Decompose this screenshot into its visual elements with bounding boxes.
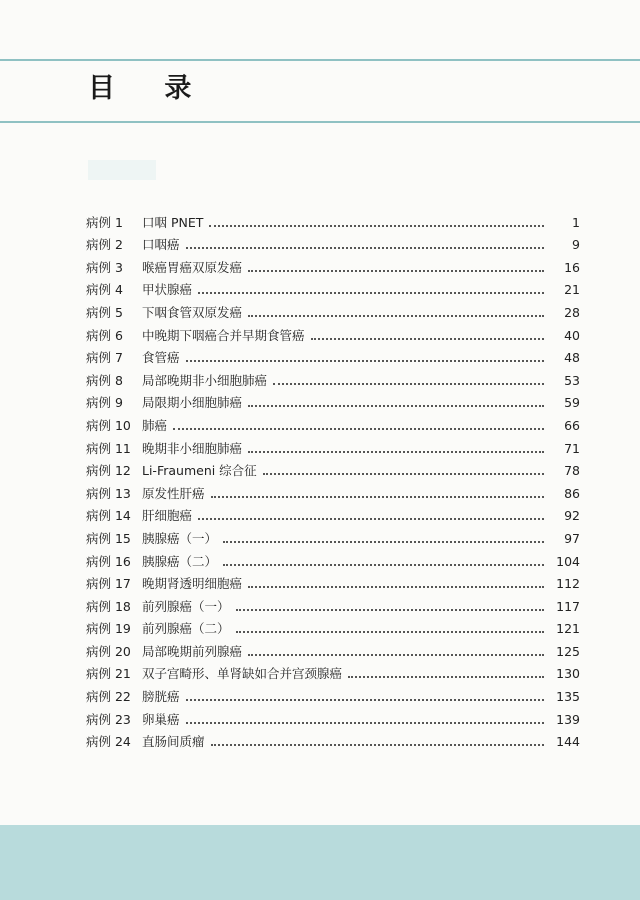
toc-leader-dots <box>186 247 544 249</box>
toc-case-title: 食管癌 <box>142 350 180 366</box>
toc-page-number: 86 <box>564 485 580 501</box>
toc-leader-dots <box>223 541 544 543</box>
toc-leader-dots <box>211 744 544 746</box>
toc-leader-dots <box>173 428 544 430</box>
toc-page-number: 130 <box>556 666 580 682</box>
toc-case-number: 病例 2 <box>86 237 123 253</box>
toc-leader-dots <box>198 292 544 294</box>
toc-case-title: 口咽癌 <box>142 237 180 253</box>
toc-case-title: 前列腺癌（一） <box>142 598 230 614</box>
toc-entry[interactable] <box>86 208 580 231</box>
toc-case-number: 病例 13 <box>86 485 131 501</box>
toc-entry[interactable] <box>86 547 580 570</box>
toc-page-number: 139 <box>556 711 580 727</box>
toc-leader-dots <box>348 676 544 678</box>
toc-page-number: 9 <box>572 237 580 253</box>
toc-case-title: 下咽食管双原发癌 <box>142 304 243 320</box>
toc-case-number: 病例 14 <box>86 508 131 524</box>
toc-leader-dots <box>248 315 544 317</box>
toc-page-number: 48 <box>564 350 580 366</box>
toc-case-number: 病例 7 <box>86 350 123 366</box>
toc-leader-dots <box>186 722 544 724</box>
toc-entry[interactable] <box>86 637 580 660</box>
toc-case-number: 病例 10 <box>86 417 131 433</box>
toc-page-number: 59 <box>564 395 580 411</box>
toc-page-number: 66 <box>564 417 580 433</box>
toc-leader-dots <box>248 586 544 588</box>
toc-entry[interactable] <box>86 705 580 728</box>
toc-leader-dots <box>248 405 544 407</box>
toc-case-title: 肝细胞癌 <box>142 508 193 524</box>
toc-page-number: 104 <box>556 553 580 569</box>
toc-case-title: 胰腺癌（二） <box>142 553 218 569</box>
toc-case-title: Li-Fraumeni 综合征 <box>142 463 257 479</box>
toc-case-title: 中晚期下咽癌合并早期食管癌 <box>142 327 305 343</box>
toc-case-number: 病例 6 <box>86 327 123 343</box>
toc-case-number: 病例 22 <box>86 689 131 705</box>
toc-case-title: 胰腺癌（一） <box>142 530 218 546</box>
toc-leader-dots <box>236 609 544 611</box>
toc-case-title: 局部晚期非小细胞肺癌 <box>142 372 268 388</box>
toc-entry[interactable] <box>86 615 580 638</box>
toc-case-number: 病例 24 <box>86 734 131 750</box>
toc-leader-dots <box>248 270 544 272</box>
toc-case-title: 原发性肝癌 <box>142 485 205 501</box>
page-title: 目 录 <box>88 73 212 104</box>
toc-case-number: 病例 18 <box>86 598 131 614</box>
toc-case-number: 病例 15 <box>86 530 131 546</box>
toc-entry[interactable] <box>86 502 580 525</box>
toc-case-number: 病例 20 <box>86 643 131 659</box>
toc-entry[interactable] <box>86 434 580 457</box>
toc-entry[interactable] <box>86 592 580 615</box>
toc-case-title: 局部晚期前列腺癌 <box>142 643 243 659</box>
toc-page-number: 97 <box>564 530 580 546</box>
toc-case-title: 口咽 PNET <box>142 214 204 230</box>
toc-leader-dots <box>311 338 544 340</box>
toc-page-number: 1 <box>572 214 580 230</box>
toc-case-title: 卵巢癌 <box>142 711 180 727</box>
toc-entry[interactable] <box>86 457 580 480</box>
toc-entry[interactable] <box>86 344 580 367</box>
toc-case-number: 病例 11 <box>86 440 131 456</box>
toc-case-number: 病例 21 <box>86 666 131 682</box>
toc-case-title: 膀胱癌 <box>142 689 180 705</box>
toc-entry[interactable] <box>86 524 580 547</box>
toc-entry[interactable] <box>86 682 580 705</box>
toc-case-title: 局限期小细胞肺癌 <box>142 395 243 411</box>
toc-entry[interactable] <box>86 389 580 412</box>
toc-case-number: 病例 23 <box>86 711 131 727</box>
toc-case-title: 喉癌胃癌双原发癌 <box>142 259 243 275</box>
toc-leader-dots <box>223 564 544 566</box>
toc-case-title: 甲状腺癌 <box>142 282 193 298</box>
toc-page-number: 16 <box>564 259 580 275</box>
toc-leader-dots <box>236 631 544 633</box>
toc-case-number: 病例 3 <box>86 259 123 275</box>
header-bottom-rule <box>0 121 640 123</box>
toc-page-number: 40 <box>564 327 580 343</box>
toc-page-number: 121 <box>556 621 580 637</box>
toc-case-number: 病例 4 <box>86 282 123 298</box>
toc-entry[interactable] <box>86 321 580 344</box>
toc-entry[interactable] <box>86 570 580 593</box>
toc-case-number: 病例 9 <box>86 395 123 411</box>
toc-entry[interactable] <box>86 728 580 751</box>
toc-page-number: 28 <box>564 304 580 320</box>
toc-case-title: 双子宫畸形、单肾缺如合并宫颈腺癌 <box>142 666 343 682</box>
toc-leader-dots <box>186 699 544 701</box>
toc-entry[interactable] <box>86 253 580 276</box>
footer-gap <box>0 815 640 825</box>
toc-entry[interactable] <box>86 276 580 299</box>
toc-case-title: 晚期肾透明细胞癌 <box>142 576 243 592</box>
toc-case-title: 前列腺癌（二） <box>142 621 230 637</box>
toc-page-number: 92 <box>564 508 580 524</box>
toc-entry[interactable] <box>86 411 580 434</box>
toc-case-number: 病例 5 <box>86 304 123 320</box>
toc-leader-dots <box>198 518 544 520</box>
toc-leader-dots <box>211 496 544 498</box>
faint-section-marker <box>88 160 156 180</box>
footer-band <box>0 825 640 900</box>
toc-page-number: 78 <box>564 463 580 479</box>
toc-leader-dots <box>186 360 544 362</box>
toc-page-number: 71 <box>564 440 580 456</box>
toc-entry[interactable] <box>86 479 580 502</box>
toc-page-number: 135 <box>556 689 580 705</box>
toc-leader-dots <box>209 225 544 227</box>
toc-case-number: 病例 12 <box>86 463 131 479</box>
toc-case-number: 病例 8 <box>86 372 123 388</box>
toc-page-number: 144 <box>556 734 580 750</box>
toc-page-number: 125 <box>556 643 580 659</box>
toc-entry[interactable] <box>86 660 580 683</box>
toc-leader-dots <box>248 451 544 453</box>
toc-entry[interactable] <box>86 231 580 254</box>
toc-entry[interactable] <box>86 366 580 389</box>
toc-leader-dots <box>248 654 544 656</box>
toc-page-number: 117 <box>556 598 580 614</box>
toc-case-number: 病例 19 <box>86 621 131 637</box>
toc-page-number: 112 <box>556 576 580 592</box>
toc-case-number: 病例 16 <box>86 553 131 569</box>
toc-entry[interactable] <box>86 298 580 321</box>
toc-case-title: 直肠间质瘤 <box>142 734 205 750</box>
toc-leader-dots <box>263 473 544 475</box>
toc-page-number: 21 <box>564 282 580 298</box>
toc-case-number: 病例 17 <box>86 576 131 592</box>
table-of-contents <box>86 208 580 750</box>
toc-leader-dots <box>273 383 544 385</box>
toc-page-number: 53 <box>564 372 580 388</box>
toc-case-title: 肺癌 <box>142 417 168 433</box>
toc-case-title: 晚期非小细胞肺癌 <box>142 440 243 456</box>
toc-case-number: 病例 1 <box>86 214 123 230</box>
